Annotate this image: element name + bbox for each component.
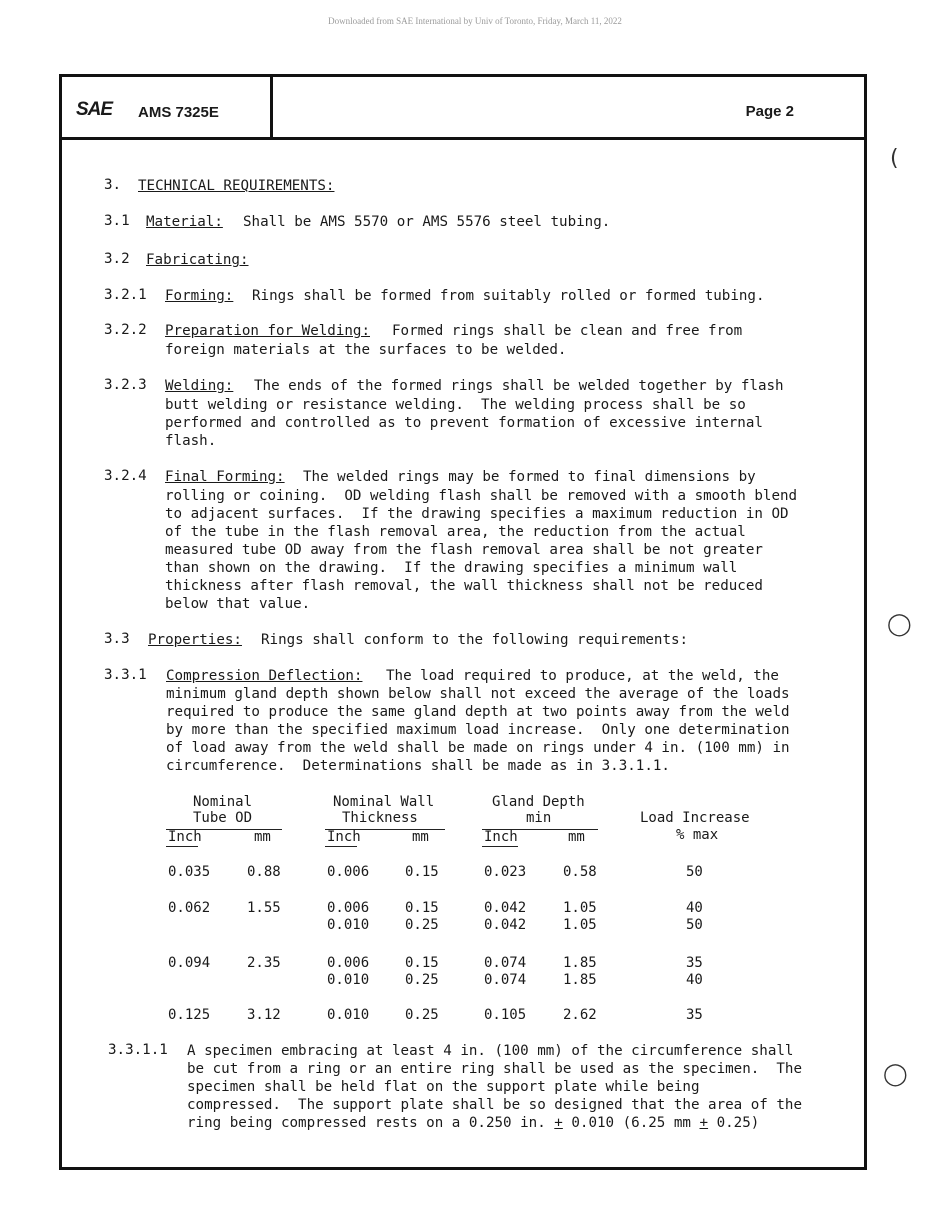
table-header: Gland Depth (492, 794, 585, 810)
section-number: 3.2.1 (104, 287, 147, 303)
section-text: rolling or coining. OD welding flash shall be removed with a smooth blend (165, 488, 798, 504)
table-subheader: mm (568, 829, 585, 845)
section-text: flash. (165, 433, 217, 449)
table-cell: 0.006 (327, 900, 370, 916)
header-rule (166, 846, 198, 847)
table-cell: 0.010 (327, 972, 370, 988)
section-number: 3.3.1.1 (108, 1042, 168, 1058)
section-title: TECHNICAL REQUIREMENTS: (138, 178, 335, 194)
table-cell: 0.023 (484, 864, 527, 880)
section-number: 3.1 (104, 213, 130, 229)
document-number: AMS 7325E (138, 104, 219, 121)
section-title: Properties: (148, 632, 242, 648)
section-title: Final Forming: (165, 469, 285, 485)
table-header: min (526, 810, 552, 826)
section-text: Shall be AMS 5570 or AMS 5576 steel tubing. (243, 214, 611, 230)
table-cell: 0.042 (484, 900, 527, 916)
table-cell: 3.12 (247, 1007, 281, 1023)
section-title: Fabricating: (146, 252, 249, 268)
table-cell: 0.58 (563, 864, 597, 880)
header-rule (325, 846, 357, 847)
table-cell: 1.85 (563, 955, 597, 971)
section-text: measured tube OD away from the flash removal area shall be not greater (165, 542, 763, 558)
table-subheader: mm (254, 829, 271, 845)
table-cell: 0.88 (247, 864, 281, 880)
section-title: Welding: (165, 378, 234, 394)
page-header (62, 77, 864, 140)
header-divider (270, 77, 273, 137)
table-subheader: Inch (484, 829, 518, 845)
table-cell: 0.006 (327, 864, 370, 880)
table-cell: 0.035 (168, 864, 211, 880)
table-subheader: Inch (327, 829, 361, 845)
section-text: A specimen embracing at least 4 in. (100 mm) of the circumference shall (187, 1043, 794, 1059)
section-text: minimum gland depth shown below shall not exceed the average of the loads (166, 686, 790, 702)
section-text: required to produce the same gland depth at two points away from the weld (166, 704, 790, 720)
section-number: 3.3 (104, 631, 130, 647)
text-part: 0.010 (6.25 mm (562, 1115, 700, 1131)
download-watermark: Downloaded from SAE International by Univ of Toronto, Friday, March 11, 2022 (328, 16, 622, 26)
section-text: to adjacent surfaces. If the drawing specifies a maximum reduction in OD (165, 506, 789, 522)
table-subheader: mm (412, 829, 429, 845)
section-title: Forming: (165, 288, 234, 304)
section-text: of the tube in the flash removal area, the reduction from the actual (165, 524, 746, 540)
binder-hole-mark-icon: ◯ (887, 612, 912, 637)
section-text: compressed. The support plate shall be so designed that the area of the (187, 1097, 802, 1113)
plus-minus-sign: + (699, 1115, 709, 1131)
section-text: butt welding or resistance welding. The welding process shall be so (165, 397, 746, 413)
table-cell: 0.074 (484, 955, 527, 971)
section-text: The ends of the formed rings shall be welded together by flash (254, 378, 784, 394)
section-number: 3. (104, 177, 122, 193)
section-text: below that value. (165, 596, 311, 612)
table-cell: 1.85 (563, 972, 597, 988)
table-cell: 2.35 (247, 955, 281, 971)
page-number: Page 2 (745, 103, 794, 120)
section-text: specimen shall be held flat on the support plate while being (187, 1079, 700, 1095)
table-cell: 0.125 (168, 1007, 211, 1023)
section-text: by more than the specified maximum load increase. Only one determination (166, 722, 790, 738)
section-text: The welded rings may be formed to final dimensions by (303, 469, 756, 485)
table-cell: 0.062 (168, 900, 211, 916)
sae-logo: SAE (76, 99, 113, 120)
table-header: Thickness (342, 810, 418, 826)
table-header: Load Increase (640, 810, 750, 826)
table-cell: 1.05 (563, 900, 597, 916)
text-part: 0.25) (708, 1115, 760, 1131)
table-cell: 0.010 (327, 1007, 370, 1023)
section-number: 3.2.3 (104, 377, 147, 393)
table-cell: 0.105 (484, 1007, 527, 1023)
table-cell: 50 (686, 917, 703, 933)
section-text: Rings shall conform to the following requirements: (261, 632, 689, 648)
table-cell: 0.042 (484, 917, 527, 933)
table-cell: 0.006 (327, 955, 370, 971)
text-part: ring being compressed rests on a 0.250 in. (187, 1115, 555, 1131)
table-cell: 40 (686, 900, 703, 916)
section-title: Material: (146, 214, 223, 230)
table-cell: 35 (686, 955, 703, 971)
binder-hole-mark-icon: ◯ (883, 1062, 908, 1087)
section-text: foreign materials at the surfaces to be welded. (165, 342, 567, 358)
section-text: than shown on the drawing. If the drawing specifies a minimum wall (165, 560, 738, 576)
section-number: 3.2.4 (104, 468, 147, 484)
section-text (187, 1114, 759, 1132)
binder-hole-mark-icon: ( (890, 146, 899, 171)
section-text: Rings shall be formed from suitably rolled or formed tubing. (252, 288, 765, 304)
table-cell: 0.25 (405, 917, 439, 933)
table-header: Tube OD (193, 810, 253, 826)
table-cell: 35 (686, 1007, 703, 1023)
section-number: 3.2.2 (104, 322, 147, 338)
table-cell: 0.25 (405, 1007, 439, 1023)
page-frame (59, 74, 867, 1170)
section-text: thickness after flash removal, the wall thickness shall not be reduced (165, 578, 763, 594)
table-cell: 0.074 (484, 972, 527, 988)
section-title: Preparation for Welding: (165, 323, 370, 339)
table-cell: 0.094 (168, 955, 211, 971)
table-subheader: Inch (168, 829, 202, 845)
table-cell: 0.15 (405, 900, 439, 916)
section-title: Compression Deflection: (166, 668, 363, 684)
section-text: of load away from the weld shall be made on rings under 4 in. (100 mm) in (166, 740, 790, 756)
table-cell: 50 (686, 864, 703, 880)
table-cell: 0.15 (405, 955, 439, 971)
section-number: 3.3.1 (104, 667, 147, 683)
table-cell: 40 (686, 972, 703, 988)
section-text: Formed rings shall be clean and free from (392, 323, 743, 339)
section-number: 3.2 (104, 251, 130, 267)
section-text: The load required to produce, at the weld, the (386, 668, 779, 684)
table-cell: 1.05 (563, 917, 597, 933)
section-text: circumference. Determinations shall be made as in 3.3.1.1. (166, 758, 670, 774)
table-header: % max (676, 827, 719, 843)
plus-minus-sign: + (554, 1115, 563, 1131)
table-header: Nominal Wall (333, 794, 435, 810)
table-cell: 0.25 (405, 972, 439, 988)
table-cell: 0.15 (405, 864, 439, 880)
table-cell: 2.62 (563, 1007, 597, 1023)
table-header: Nominal (193, 794, 253, 810)
table-cell: 1.55 (247, 900, 281, 916)
table-cell: 0.010 (327, 917, 370, 933)
section-text: performed and controlled as to prevent formation of excessive internal (165, 415, 763, 431)
header-rule (482, 846, 518, 847)
section-text: be cut from a ring or an entire ring shall be used as the specimen. The (187, 1061, 802, 1077)
